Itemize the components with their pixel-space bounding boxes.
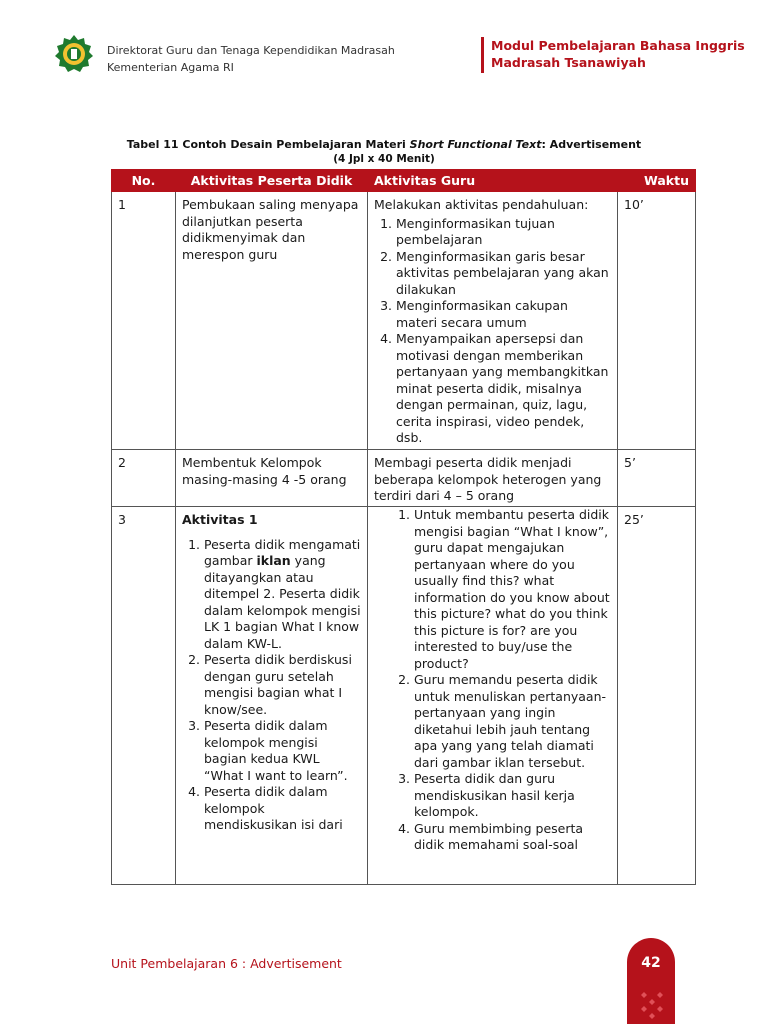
kemenag-logo — [54, 34, 94, 74]
org-line1: Direktorat Guru dan Tenaga Kependidikan Madrasah — [107, 44, 395, 57]
footer-unit: Unit Pembelajaran 6 : Advertisement — [111, 956, 342, 971]
row3-student — [176, 507, 368, 885]
list-item: 1. Untuk membantu peserta didik mengisi bagian “What I know”, guru dapat mengajukan pertanyaan where do you usually find this? what information do you know about this picture? what do you think this picture is for? are you interested to buy/use the product? — [414, 507, 611, 672]
list-item: 4. Menyampaikan apersepsi dan motivasi dengan memberikan pertanyaan yang membangkitkan minat peserta didik, misalnya dengan permainan, quiz, lagu, cerita inspirasi, video pendek, dsb. — [396, 331, 611, 447]
list-item: 3. Peserta didik dalam kelompok mengisi bagian kedua KWL “What I want to learn”. — [204, 718, 361, 784]
student-item1-a: Peserta didik mengamati gambar — [204, 536, 361, 568]
list-item: 4. Peserta didik dalam kelompok mendiskusikan isi dari — [204, 784, 361, 834]
row1-student: Pembukaan saling menyapa dilanjutkan peserta didikmenyimak dan merespon guru — [176, 192, 368, 450]
list-item: 3. Menginformasikan cakupan materi secara umum — [396, 298, 611, 331]
row1-no: 1 — [112, 192, 176, 450]
row2-no: 2 — [112, 450, 176, 507]
student-item1-b: yang ditayangkan atau ditempel 2. Peserta didik dalam kelompok mengisi LK 1 bagian What I know dalam KW-L. — [204, 553, 361, 651]
row3-time: 25’ — [618, 507, 696, 885]
caption-suffix: : Advertisement — [541, 138, 642, 151]
lesson-table — [111, 169, 696, 885]
row2-student: Membentuk Kelompok masing-masing 4 -5 orang — [176, 450, 368, 507]
list-item: 2. Guru memandu peserta didik untuk menuliskan pertanyaan-pertanyaan yang ingin diketahui lebih jauh tentang apa yang yang telah diamati dari gambar iklan tersebut. — [414, 672, 611, 771]
table-row — [112, 507, 696, 885]
table-caption — [0, 138, 768, 151]
list-item: 1. Menginformasikan tujuan pembelajaran — [396, 216, 611, 249]
row3-student-heading: Aktivitas 1 — [182, 512, 258, 527]
table-row — [112, 192, 696, 450]
row3-no: 3 — [112, 507, 176, 885]
list-item: 4. Guru membimbing peserta didik memahami soal-soal — [414, 821, 611, 854]
table-row — [112, 450, 696, 507]
org-line2: Kementerian Agama RI — [107, 61, 234, 74]
module-title — [491, 37, 745, 71]
row2-teacher: Membagi peserta didik menjadi beberapa kelompok heterogen yang terdiri dari 4 – 5 orang — [368, 450, 618, 507]
module-line1: Modul Pembelajaran Bahasa Inggris — [491, 38, 745, 53]
row3-teacher-list — [374, 507, 611, 854]
row1-time: 10’ — [618, 192, 696, 450]
header-teacher: Aktivitas Guru — [368, 170, 618, 192]
table-caption-duration: (4 Jpl x 40 Menit) — [333, 153, 435, 165]
row1-teacher-intro: Melakukan aktivitas pendahuluan: — [374, 197, 589, 212]
list-item: 3. Peserta didik dan guru mendiskusikan hasil kerja kelompok. — [414, 771, 611, 821]
module-line2: Madrasah Tsanawiyah — [491, 55, 646, 70]
row1-teacher-list — [374, 216, 611, 447]
header-student: Aktivitas Peserta Didik — [176, 170, 368, 192]
student-item1-bold: iklan — [256, 553, 291, 568]
list-item — [204, 537, 361, 653]
list-item: 2. Peserta didik berdiskusi dengan guru setelah mengisi bagian what I know/see. — [204, 652, 361, 718]
row3-teacher — [368, 507, 618, 885]
list-item: 2. Menginformasikan garis besar aktivitas pembelajaran yang akan dilakukan — [396, 249, 611, 299]
organization-name — [107, 42, 395, 76]
row2-time: 5’ — [618, 450, 696, 507]
header-divider — [481, 37, 484, 73]
header-no: No. — [112, 170, 176, 192]
caption-prefix: Tabel 11 Contoh Desain Pembelajaran Materi — [126, 138, 410, 151]
caption-italic: Short Functional Text — [409, 138, 542, 151]
page-number: 42 — [641, 955, 661, 971]
batik-ornament-icon — [636, 990, 668, 1020]
table-header-row — [112, 170, 696, 192]
row1-teacher — [368, 192, 618, 450]
header-time: Waktu — [618, 170, 696, 192]
row3-student-list — [182, 537, 361, 834]
